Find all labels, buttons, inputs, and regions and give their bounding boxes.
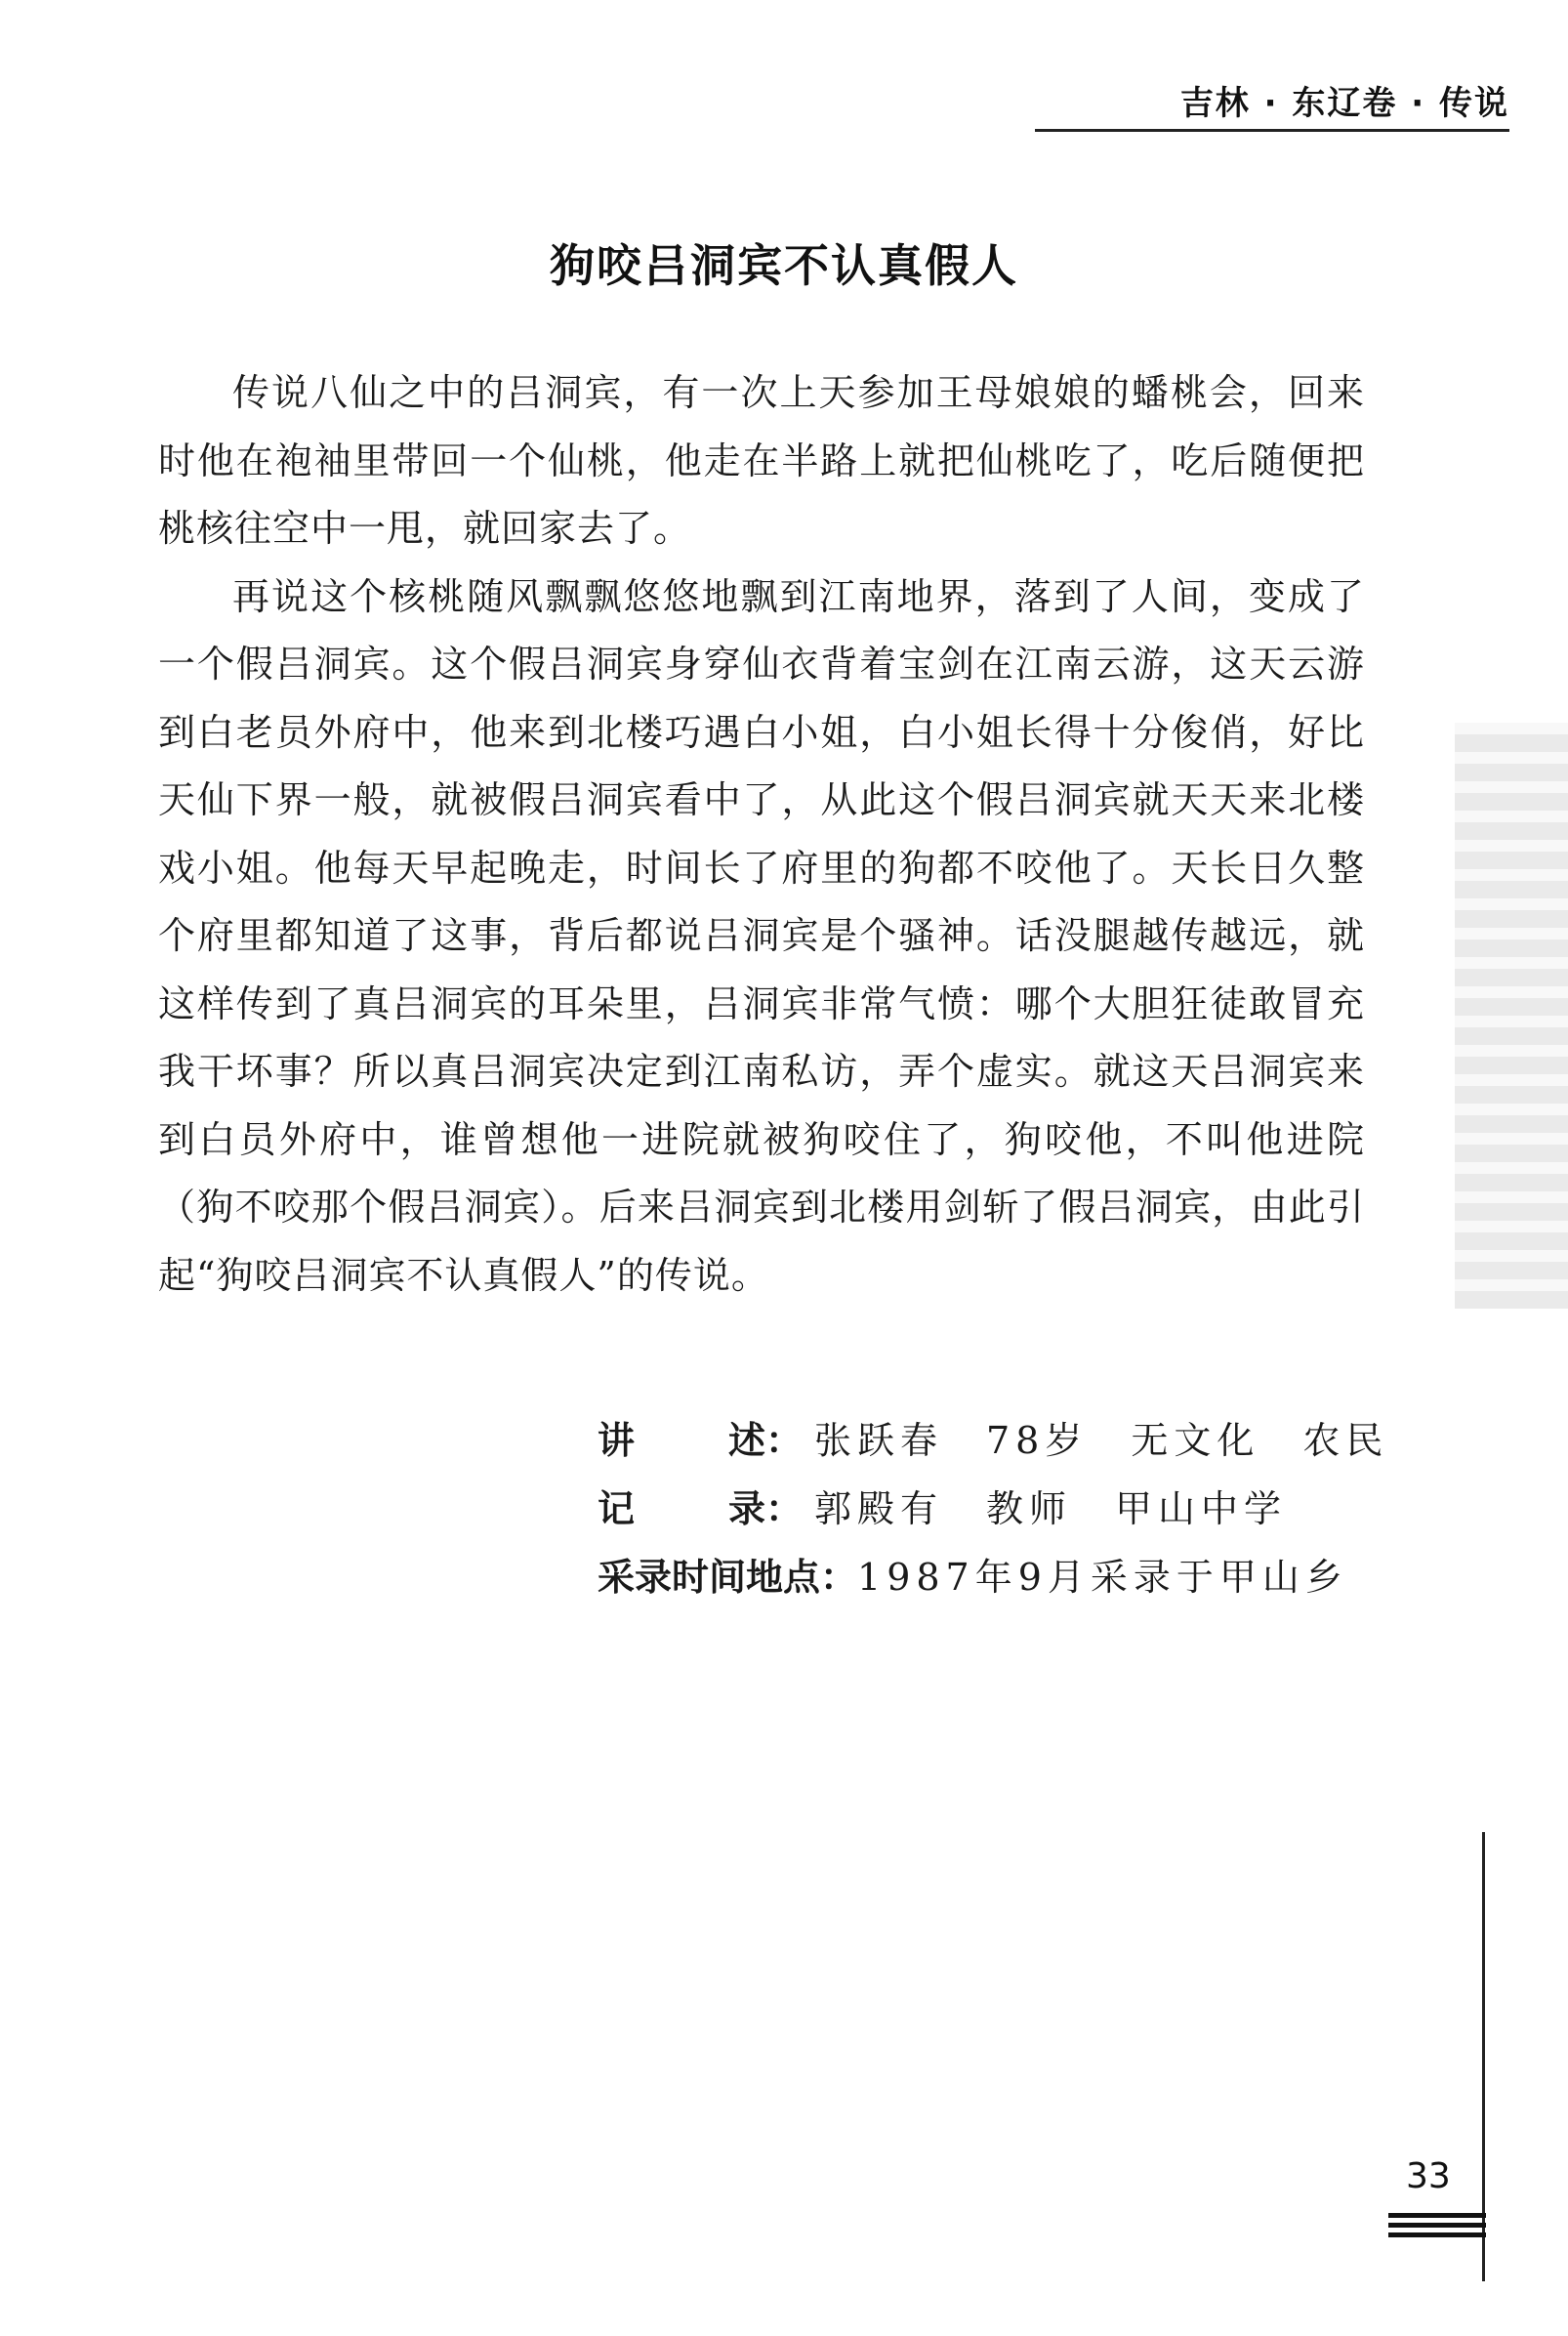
side-decoration-pattern	[1455, 723, 1568, 1309]
page-number: 33	[1406, 2156, 1451, 2196]
credit-narrator	[598, 1406, 1388, 1475]
story-body	[158, 359, 1365, 1310]
credit-recorder	[598, 1475, 1388, 1543]
paragraph-2: 再说这个核桃随风飘飘悠悠地飘到江南地界，落到了人间，变成了一个假吕洞宾。这个假吕洞宾身穿仙衣背着宝剑在江南云游，这天云游到白老员外府中，他来到北楼巧遇白小姐，白小姐长得十分俊俏，好比天仙下界一般，就被假吕洞宾看中了，从此这个假吕洞宾就天天来北楼戏小姐。他每天早起晚走，时间长了府里的狗都不咬他了。天长日久整个府里都知道了这事，背后都说吕洞宾是个骚神。话没腿越传越远，就这样传到了真吕洞宾的耳朵里，吕洞宾非常气愤：哪个大胆狂徒敢冒充我干坏事？所以真吕洞宾决定到江南私访，弄个虚实。就这天吕洞宾来到白员外府中，谁曾想他一进院就被狗咬住了，狗咬他，不叫他进院（狗不咬那个假吕洞宾）。后来吕洞宾到北楼用剑斩了假吕洞宾，由此引起“狗咬吕洞宾不认真假人”的传说。	[158, 574, 1365, 1297]
credit-time-place	[598, 1543, 1388, 1611]
recorder-value: 郭殿有 教师 甲山中学	[814, 1487, 1288, 1530]
narrator-value: 张跃春 78岁 无文化 农民	[814, 1419, 1389, 1462]
time-place-label: 采录时间地点：	[598, 1556, 858, 1599]
time-place-value: 1987年9月采录于甲山乡	[857, 1556, 1348, 1599]
story-title: 狗咬吕洞宾不认真假人	[550, 239, 1018, 292]
narrator-label: 讲 述：	[598, 1419, 803, 1462]
credits-block	[598, 1406, 1388, 1611]
paragraph-1: 传说八仙之中的吕洞宾，有一次上天参加王母娘娘的蟠桃会，回来时他在袍袖里带回一个仙桃，他走在半路上就把仙桃吃了，吃后随便把桃核往空中一甩，就回家去了。	[158, 371, 1365, 550]
recorder-label: 记 录：	[598, 1487, 803, 1530]
running-header: 吉林 · 东辽卷 · 传说	[1179, 84, 1509, 123]
page-number-bars	[1388, 2213, 1486, 2242]
header-rule	[1035, 129, 1509, 132]
